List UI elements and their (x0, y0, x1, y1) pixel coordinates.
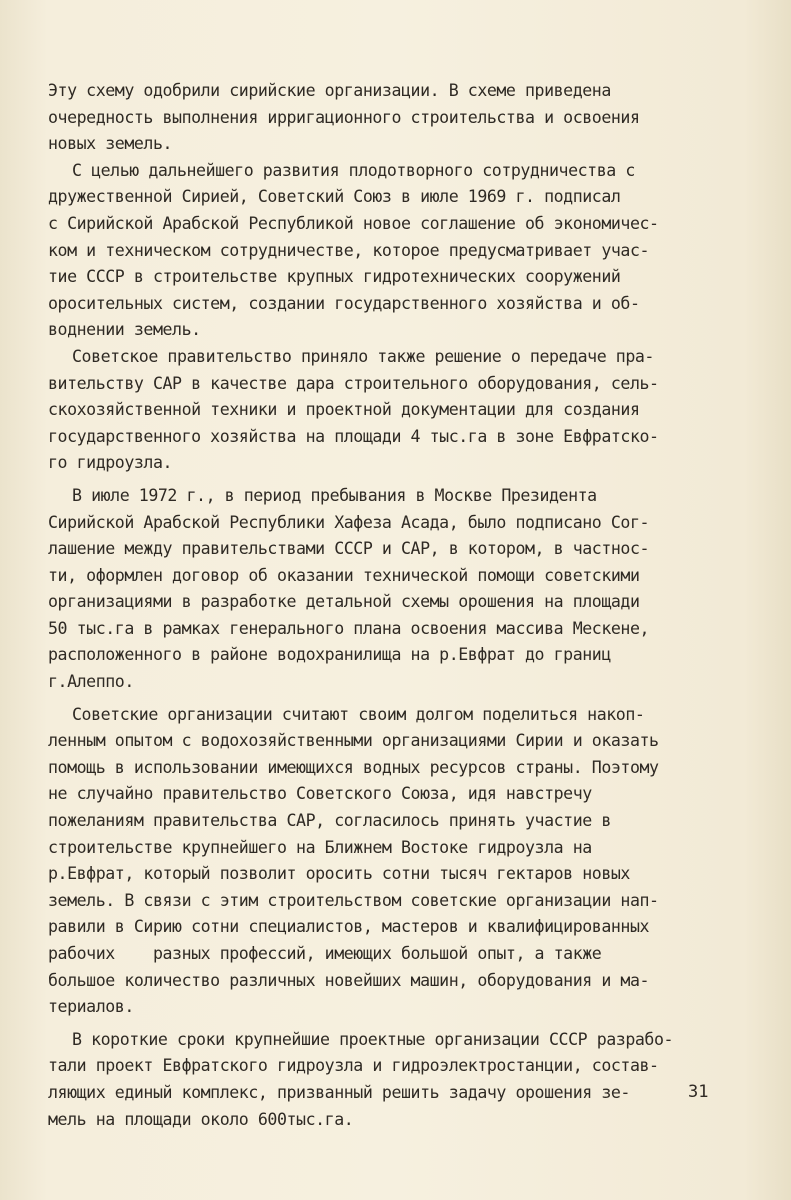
text-line: В короткие сроки крупнейшие проектные организации СССР разрабо- (72, 1029, 674, 1049)
text-line: Советское правительство приняло также решение о передаче пра- (72, 346, 654, 366)
text-line: го гидроузла. (48, 453, 173, 473)
text-line: очередность выполнения ирригационного строительства и освоения (48, 107, 640, 127)
text-line: р.Евфрат, который позволит оросить сотни тысяч гектаров новых (48, 864, 630, 884)
text-line: 50 тыс.га в рамках генерального плана освоения массива Мескене, (48, 618, 650, 638)
text-line: скохозяйственной техники и проектной документации для создания (48, 400, 640, 420)
page-number: 31 (688, 1082, 709, 1102)
paragraph (48, 158, 748, 344)
text-line: с Сирийской Арабской Республикой новое соглашение об экономичес- (48, 213, 659, 233)
paragraph (48, 483, 748, 696)
text-line: С целью дальнейшего развития плодотворного сотрудничества с (72, 160, 635, 180)
text-line: В июле 1972 г., в период пребывания в Москве Президента (72, 485, 597, 505)
text-line: тие СССР в строительстве крупных гидротехнических сооружений (48, 267, 621, 287)
text-line: Эту схему одобрили сирийские организации. В схеме приведена (48, 81, 611, 100)
text-line: строительстве крупнейшего на Ближнем Востоке гидроузла на (48, 837, 592, 857)
text-line: ляющих единый комплекс, призванный решить задачу орошения зе- (48, 1082, 630, 1102)
text-line: тали проект Евфратского гидроузла и гидроэлектростанции, состав- (48, 1056, 659, 1076)
text-line: г.Алеппо. (48, 672, 134, 692)
text-line: мель на площади около 600тыс.га. (48, 1109, 354, 1129)
text-line: помощь в использовании имеющихся водных ресурсов страны. Поэтому (48, 757, 659, 777)
body-text (48, 78, 748, 1133)
text-line: дружественной Сирией, Советский Союз в июле 1969 г. подписал (48, 187, 621, 207)
paragraph (48, 702, 748, 1021)
text-line: рабочих разных профессий, имеющих большой опыт, а также (48, 944, 602, 963)
text-line: земель. В связи с этим строительством советские организации нап- (48, 890, 659, 910)
text-line: не случайно правительство Советского Союза, идя навстречу (48, 784, 592, 804)
text-line: организациями в разработке детальной схемы орошения на площади (48, 592, 640, 612)
text-line: ленным опытом с водохозяйственными организациями Сирии и оказать (48, 731, 659, 751)
text-line: воднении земель. (48, 320, 201, 340)
text-line: пожеланиям правительства САР, согласилось принять участие в (48, 811, 611, 831)
text-line: равили в Сирию сотни специалистов, мастеров и квалифицированных (48, 917, 650, 937)
text-line: териалов. (48, 997, 134, 1017)
text-line: Советские организации считают своим долгом поделиться накоп- (72, 704, 645, 724)
text-line: большое количество различных новейших машин, оборудования и ма- (48, 970, 650, 990)
paragraph (48, 344, 748, 477)
paragraph (48, 1027, 748, 1133)
text-line: ком и техническом сотрудничестве, которое предусматривает учас- (48, 240, 650, 260)
text-line: лашение между правительствами СССР и САР, в котором, в частнос- (48, 539, 650, 559)
text-line: оросительных систем, создании государственного хозяйства и об- (48, 293, 640, 313)
text-line: государственного хозяйства на площади 4 тыс.га в зоне Евфратско- (48, 426, 659, 446)
text-line: вительству САР в качестве дара строительного оборудования, сель- (48, 373, 659, 393)
text-line: Сирийской Арабской Республики Хафеза Асада, было подписано Сог- (48, 512, 650, 532)
paragraph (48, 78, 748, 158)
text-line: новых земель. (48, 134, 173, 154)
text-line: расположенного в районе водохранилища на р.Евфрат до границ (48, 645, 611, 665)
text-line: ти, оформлен договор об оказании технической помощи советскими (48, 565, 640, 585)
